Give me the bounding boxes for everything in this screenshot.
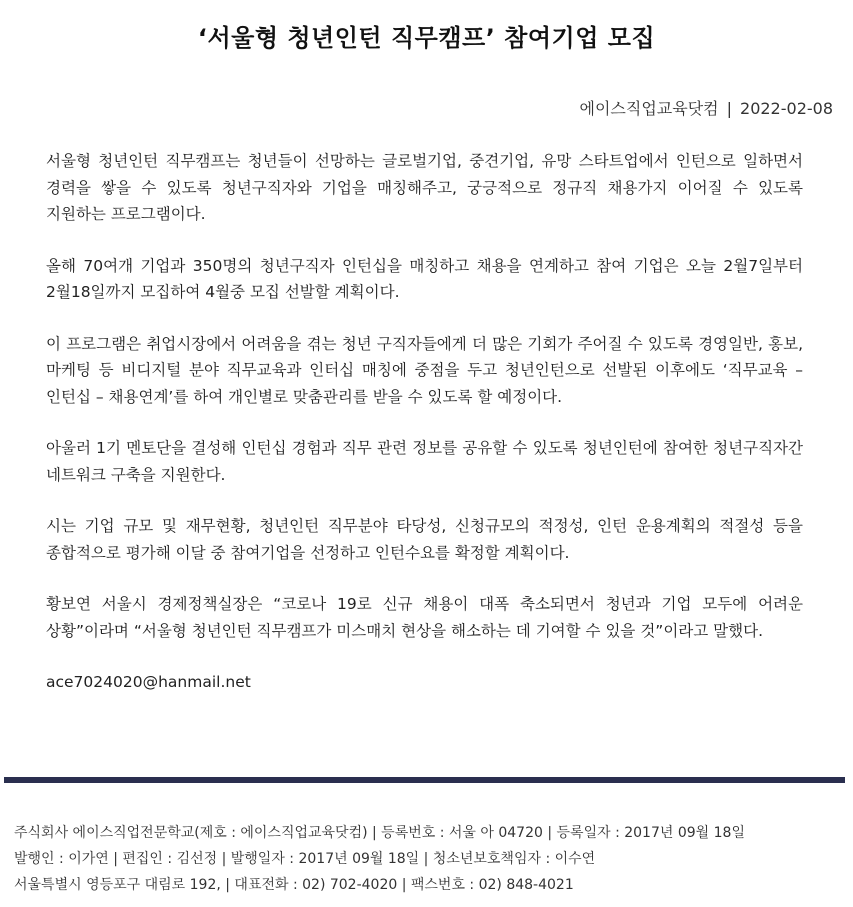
article-body <box>46 148 803 721</box>
byline-separator: | <box>726 99 733 118</box>
reporter-email: ace7024020@hanmail.net <box>46 673 251 691</box>
article-date: 2022-02-08 <box>740 99 833 118</box>
article-title: ‘서울형 청년인턴 직무캠프’ 참여기업 모집 <box>197 24 656 52</box>
footer-contact-info: 서울특별시 영등포구 대림로 192, | 대표전화 : 02) 702-4020 | 팩스번호 : 02) 848-4021 <box>14 877 574 893</box>
site-footer <box>14 820 844 898</box>
article-paragraph: 서울형 청년인턴 직무캠프는 청년들이 선망하는 글로벌기업, 중견기업, 유망 스타트업에서 인턴으로 일하면서 경력을 쌓을 수 있도록 청년구직자와 기업을 매칭해주고, 궁긍적으로 정규직 채용가지 이어질 수 있도록 지원하는 프로그램이다. <box>46 152 803 223</box>
article-paragraph: 황보연 서울시 경제정책실장은 “코로나 19로 신규 채용이 대폭 축소되면서 청년과 기업 모두에 어려운 상황”이라며 “서울형 청년인턴 직무캠프가 미스매치 현상을 해소하는 데 기여할 수 있을 것”이라고 말했다. <box>46 595 803 640</box>
article-source: 에이스직업교육닷컴 <box>579 99 719 118</box>
article-paragraph: 이 프로그램은 취업시장에서 어려움을 겪는 청년 구직자들에게 더 많은 기회가 주어질 수 있도록 경영일반, 홍보, 마케팅 등 비디지털 분야 직무교육과 인터십 매칭에 중점을 두고 청년인턴으로 선발된 이후에도 ‘직무교육 – 인턴십 – 채용연계’를 하여 개인별로 맞춤관리를 받을 수 있도록 할 예정이다. <box>46 334 803 406</box>
article-byline <box>580 96 833 119</box>
footer-divider <box>4 777 845 783</box>
footer-publisher-info: 발행인 : 이가연 | 편집인 : 김선정 | 발행일자 : 2017년 09월 18일 | 청소년보호책임자 : 이수연 <box>14 851 596 867</box>
footer-company-info: 주식회사 에이스직업전문학교(제호 : 에이스직업교육닷컴) | 등록번호 : 서울 아 04720 | 등록일자 : 2017년 09월 18일 <box>14 825 745 841</box>
article-paragraph: 아울러 1기 멘토단을 결성해 인턴십 경험과 직무 관련 정보를 공유할 수 있도록 청년인턴에 참여한 청년구직자간 네트워크 구축을 지원한다. <box>46 439 803 484</box>
article-paragraph: 올해 70여개 기업과 350명의 청년구직자 인턴십을 매칭하고 채용을 연계하고 참여 기업은 오늘 2월7일부터 2월18일까지 모집하여 4월중 모집 선발할 계획이다. <box>46 256 803 301</box>
article-paragraph: 시는 기업 규모 및 재무현황, 청년인턴 직무분야 타당성, 신청규모의 적정성, 인턴 운용계획의 적절성 등을 종합적으로 평가해 이달 중 참여기업을 선정하고 인턴수요를 확정할 계획이다. <box>46 517 803 562</box>
